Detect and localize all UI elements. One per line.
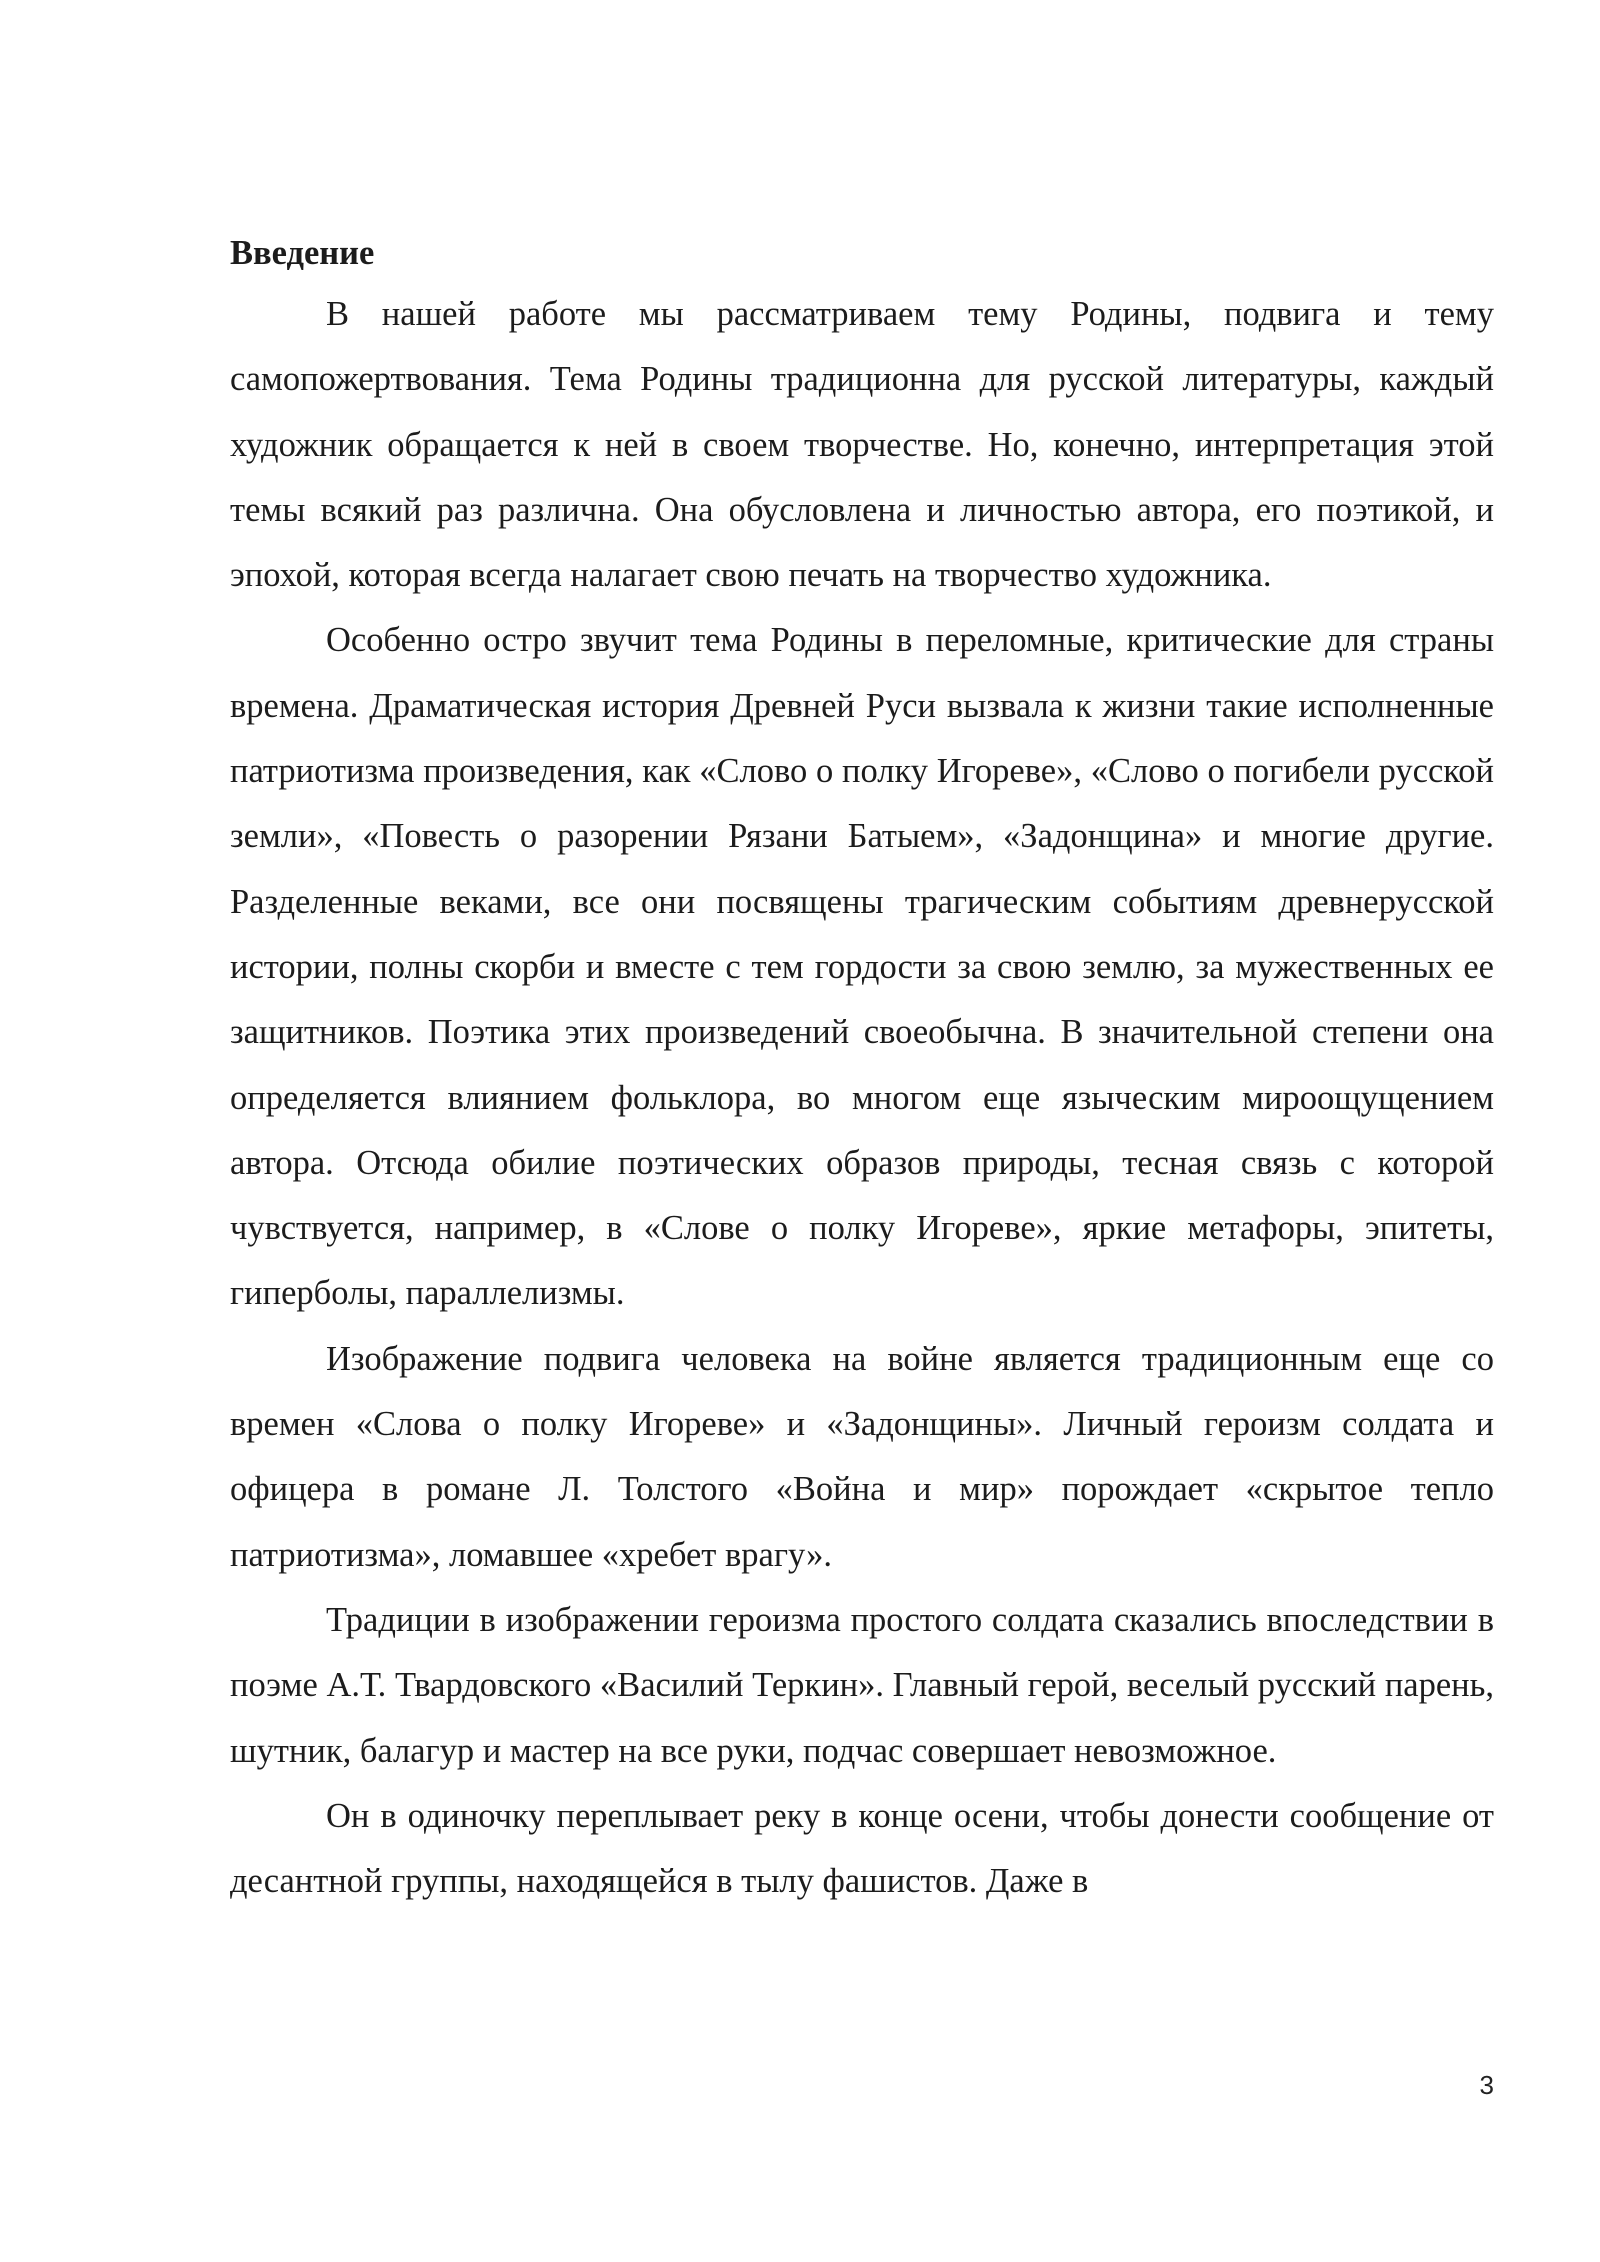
paragraph-5: Он в одиночку переплывает реку в конце осени, чтобы донести сообщение от десантной группы, находящейся в тылу фашистов. Даже в (230, 1796, 1494, 1901)
section-heading: Введение (230, 234, 375, 272)
paragraph-2: Особенно остро звучит тема Родины в переломные, критические для страны времена. Драматическая история Древней Руси вызвала к жизни такие исполненные патриотизма произведения, как «Слово о полку Игореве», «Слово о погибели русской земли», «Повесть о разорении Рязани Батыем», «Задонщина» и многие другие. Разделенные веками, все они посвящены трагическим событиям древнерусской истории, полны скорби и вместе с тем гордости за свою землю, за мужественных ее защитников. Поэтика этих произведений своеобычна. В значительной степени она определяется влиянием фольклора, во многом еще языческим мироощущением автора. Отсюда обилие поэтических образов природы, тесная связь с которой чувствуется, например, в «Слове о полку Игореве», яркие метафоры, эпитеты, гиперболы, параллелизмы. (230, 621, 1494, 1313)
page-number: 3 (1479, 2070, 1494, 2100)
paragraph-3: Изображение подвига человека на войне является традиционным еще со времен «Слова о полку Игореве» и «Задонщины». Личный героизм солдата и офицера в романе Л. Толстого «Война и мир» порождает «скрытое тепло патриотизма», ломавшее «хребет врагу». (230, 1339, 1494, 1574)
paragraph-4: Традиции в изображении героизма простого солдата сказались впоследствии в поэме А.Т. Твардовского «Василий Теркин». Главный герой, веселый русский парень, шутник, балагур и мастер на все руки, подчас совершает невозможное. (230, 1600, 1494, 1770)
page-content (230, 228, 1494, 1914)
paragraph-1: В нашей работе мы рассматриваем тему Родины, подвига и тему самопожертвования. Тема Родины традиционна для русской литературы, каждый художник обращается к ней в своем творчестве. Но, конечно, интерпретация этой темы всякий раз различна. Она обусловлена и личностью автора, его поэтикой, и эпохой, которая всегда налагает свою печать на творчество художника. (230, 295, 1494, 595)
